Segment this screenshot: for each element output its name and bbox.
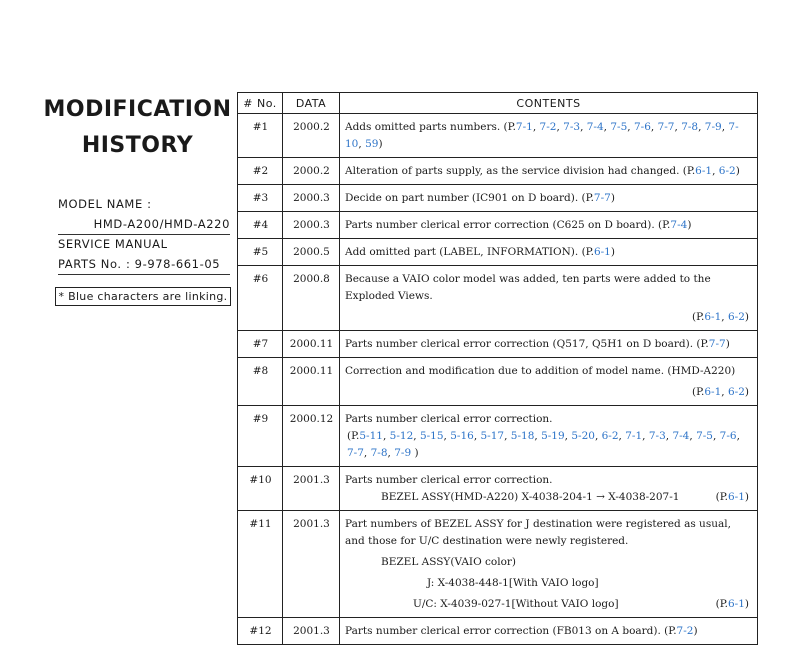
page-link[interactable]: 5-19 (541, 430, 565, 442)
contents-line: Adds omitted parts numbers. (P.7-1, 7-2, 7-3, 7-4, 7-5, 7-6, 7-7, 7-8, 7-9, 7-10, 59) (345, 121, 739, 150)
page-link[interactable]: 7-8 (681, 121, 699, 133)
page-link[interactable]: 6-2 (727, 311, 745, 323)
reference-open: (P. (347, 430, 360, 442)
j-destination-text: J: X-4038-448-1[With VAIO logo] (427, 577, 599, 589)
table-row (238, 266, 758, 331)
contents-line (345, 623, 753, 640)
reference-close: ) (735, 165, 740, 177)
page-link[interactable]: 6-1 (727, 491, 745, 503)
reference-close: ) (693, 625, 698, 637)
contents-text: Parts number clerical error correction (C625 on D board). (P. (345, 219, 671, 231)
reference (716, 596, 749, 613)
table-row (238, 358, 758, 406)
table-row (238, 406, 758, 467)
reference-close: ) (687, 219, 692, 231)
table-row (238, 467, 758, 511)
reference-close: ) (744, 491, 749, 503)
row-contents (340, 239, 758, 266)
reference-open: (P. (691, 311, 705, 323)
page-link[interactable]: 7-5 (696, 430, 713, 442)
page-link[interactable]: 7-7 (708, 338, 726, 350)
row-date: 2000.2 (283, 114, 340, 158)
detail-text: BEZEL ASSY(VAIO color) (381, 556, 517, 568)
row-number: #2 (238, 158, 283, 185)
row-number: #9 (238, 406, 283, 467)
table-row (238, 618, 758, 645)
row-contents (340, 406, 758, 467)
contents-line (345, 271, 753, 305)
contents-line: Alteration of parts supply, as the service division had changed. (P.6-1, 6-2) (345, 165, 740, 177)
row-date: 2000.11 (283, 358, 340, 406)
row-number: #3 (238, 185, 283, 212)
row-date: 2000.3 (283, 185, 340, 212)
title-line-1: MODIFICATION (43, 97, 232, 122)
contents-text: Add omitted part (LABEL, INFORMATION). (P. (345, 246, 594, 258)
contents-text: Because a VAIO color model was added, ten parts were added to the Exploded Views. (345, 273, 711, 302)
row-number: #6 (238, 266, 283, 331)
page-link[interactable]: 6-2 (718, 165, 736, 177)
reference-line: (P.6-1, 6-2) (691, 386, 749, 398)
page-link[interactable]: 7-1 (625, 430, 643, 442)
row-number: #5 (238, 239, 283, 266)
row-date: 2000.3 (283, 212, 340, 239)
contents-line (345, 472, 753, 489)
row-number: #10 (238, 467, 283, 511)
modification-history-table (237, 92, 758, 645)
model-name-value: HMD-A200/HMD-A220 (58, 215, 230, 236)
reference-line: (P.6-1, 6-2) (691, 311, 749, 323)
row-contents (340, 114, 758, 158)
page-link[interactable]: 5-12 (389, 430, 414, 442)
row-contents (340, 212, 758, 239)
contents-text: Adds omitted parts numbers. (P. (345, 121, 516, 133)
page-link[interactable]: 7-8 (370, 447, 388, 459)
row-contents (340, 467, 758, 511)
page-link[interactable]: 7-4 (672, 430, 690, 442)
page-link[interactable]: 7-4 (586, 121, 604, 133)
page-link[interactable]: 7-7 (347, 447, 364, 459)
contents-line (345, 336, 753, 353)
page-link[interactable]: 59 (365, 138, 379, 150)
table-body (238, 114, 758, 645)
table-row (238, 185, 758, 212)
j-destination-line (345, 575, 753, 592)
table-header-row (238, 93, 758, 114)
reference-line: (P.5-11, 5-12, 5-15, 5-16, 5-17, 5-18, 5-19, 5-20, 6-2, 7-1, 7-3, 7-4, 7-5, 7-6, 7-7, 7-8, 7-9 ) (347, 430, 740, 459)
reference (716, 489, 749, 506)
contents-line (345, 411, 753, 428)
page-link[interactable]: 7-7 (593, 192, 611, 204)
detail-text: BEZEL ASSY(HMD-A220) X-4038-204-1 → X-4038-207-1 (381, 491, 680, 503)
row-number: #11 (238, 511, 283, 618)
contents-text: Parts number clerical error correction. (345, 474, 553, 486)
page-link[interactable]: 7-6 (719, 430, 737, 442)
page-link[interactable]: 6-2 (727, 386, 745, 398)
reference-close: ) (378, 138, 383, 150)
reference-open: (P. (691, 386, 705, 398)
page-title (40, 92, 235, 164)
contents-text: Correction and modification due to addition of model name. (HMD-A220) (345, 365, 736, 377)
service-manual-label: SERVICE MANUAL (58, 237, 168, 251)
row-date: 2001.3 (283, 467, 340, 511)
reference-close: ) (744, 386, 749, 398)
header-date: DATA (283, 93, 340, 114)
page-link[interactable]: 7-9 (394, 447, 412, 459)
row-contents (340, 158, 758, 185)
header-contents: CONTENTS (340, 93, 758, 114)
table-row (238, 158, 758, 185)
page-link[interactable]: 6-1 (593, 246, 611, 258)
model-name-label: MODEL NAME : (58, 197, 152, 211)
page-link[interactable]: 5-18 (510, 430, 535, 442)
table-row (238, 212, 758, 239)
page-link[interactable]: 6-1 (727, 598, 745, 610)
reference-close: ) (744, 311, 749, 323)
row-date: 2001.3 (283, 618, 340, 645)
page-link[interactable]: 7-2 (539, 121, 557, 133)
table-row (238, 331, 758, 358)
table-row (238, 114, 758, 158)
row-number: #7 (238, 331, 283, 358)
row-number: #1 (238, 114, 283, 158)
row-contents (340, 511, 758, 618)
row-contents (340, 266, 758, 331)
table-row (238, 239, 758, 266)
row-number: #8 (238, 358, 283, 406)
link-note: * Blue characters are linking. (55, 287, 231, 306)
title-line-2: HISTORY (81, 133, 194, 158)
page-link[interactable]: 7-4 (670, 219, 688, 231)
model-info (58, 195, 230, 275)
reference-open: (P. (715, 598, 728, 610)
page-link[interactable]: 6-1 (704, 386, 722, 398)
reference-close: ) (610, 192, 615, 204)
parts-number: PARTS No. : 9-978-661-05 (58, 255, 230, 276)
page-link[interactable]: 7-6 (633, 121, 651, 133)
page-link[interactable]: 7-5 (610, 121, 628, 133)
page-link[interactable]: 6-2 (601, 430, 619, 442)
row-date: 2001.3 (283, 511, 340, 618)
row-date: 2000.2 (283, 158, 340, 185)
page-link[interactable]: 7-3 (563, 121, 581, 133)
contents-text: Parts number clerical error correction. (345, 413, 553, 425)
row-contents (340, 331, 758, 358)
row-date: 2000.8 (283, 266, 340, 331)
contents-text: Alteration of parts supply, as the service division had changed. (P. (345, 165, 696, 177)
page-link[interactable]: 7-7 (657, 121, 675, 133)
row-number: #12 (238, 618, 283, 645)
page-link[interactable]: 7-10 (345, 121, 739, 150)
uc-destination-line (345, 596, 753, 613)
row-contents (340, 358, 758, 406)
page-link[interactable]: 7-9 (704, 121, 722, 133)
page-link[interactable]: 6-1 (695, 165, 713, 177)
reference-close: ) (744, 598, 749, 610)
page-link[interactable]: 5-16 (450, 430, 474, 442)
reference-close: ) (610, 246, 615, 258)
contents-line (345, 217, 753, 234)
contents-line (345, 516, 753, 550)
contents-text: Parts number clerical error correction (FB013 on A board). (P. (345, 625, 677, 637)
page-link[interactable]: 7-3 (648, 430, 666, 442)
reference-close: ) (725, 338, 730, 350)
page-link[interactable]: 5-15 (419, 430, 444, 442)
reference-open: (P. (715, 491, 728, 503)
row-number: #4 (238, 212, 283, 239)
contents-line (345, 244, 753, 261)
uc-destination-text: U/C: X-4039-027-1[Without VAIO logo] (413, 598, 619, 610)
contents-text: Parts number clerical error correction (Q517, Q5H1 on D board). (P. (345, 338, 709, 350)
page-link[interactable]: 5-11 (359, 430, 383, 442)
row-date: 2000.12 (283, 406, 340, 467)
page-link[interactable]: 5-17 (480, 430, 505, 442)
page-link[interactable]: 7-2 (676, 625, 694, 637)
header-no: # No. (238, 93, 283, 114)
reference-close: ) (411, 447, 419, 459)
contents-line (345, 190, 753, 207)
detail-line (345, 554, 753, 571)
page-link[interactable]: 6-1 (704, 311, 722, 323)
detail-line (345, 489, 753, 506)
row-contents (340, 185, 758, 212)
table-row (238, 511, 758, 618)
page-link[interactable]: 5-20 (571, 430, 595, 442)
page-link[interactable]: 7-1 (515, 121, 533, 133)
row-contents (340, 618, 758, 645)
row-date: 2000.5 (283, 239, 340, 266)
contents-text: Part numbers of BEZEL ASSY for J destination were registered as usual, and those for U/C destination were newly registered. (345, 518, 731, 547)
contents-line (345, 363, 753, 380)
contents-text: Decide on part number (IC901 on D board). (P. (345, 192, 594, 204)
row-date: 2000.11 (283, 331, 340, 358)
